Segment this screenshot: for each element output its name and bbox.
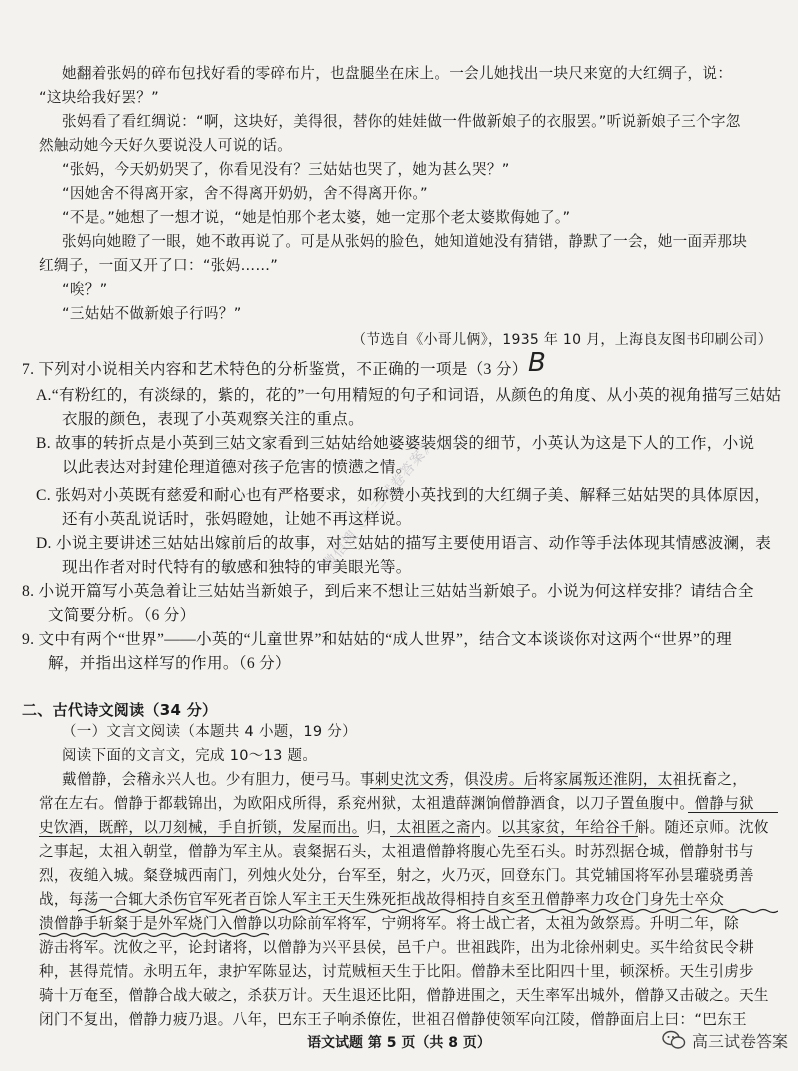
handwritten-answer: B bbox=[528, 348, 546, 378]
passage-line: “三姑姑不做新娘子行吗？” bbox=[62, 305, 242, 322]
classical-line: 戴僧静，会稽永兴人也。少有胆力，便弓马。事刺史沈文秀，俱没虏。后将家属叛还淮阴，太祖抚畜之， bbox=[62, 771, 748, 788]
section-title: 二、古代诗文阅读（34 分） bbox=[22, 701, 218, 719]
option-b: B. 故事的转折点是小英到三姑文家看到三姑姑给她婆婆装烟袋的细节，小英认为这是下人的工作，小说 bbox=[36, 435, 755, 452]
passage-line: “不是。”她想了一想才说，“她是怕那个老太婆，她一定那个老太婆欺侮她了。” bbox=[62, 209, 571, 226]
passage-line: 张妈看了看红绸说：“啊，这块好，美得很，替你的娃娃做一件做新娘子的衣服罢。”听说新娘子三个字忽 bbox=[62, 113, 741, 130]
wavy-underline bbox=[78, 908, 778, 914]
option-d-cont: 现出作者对时代特有的敏感和独特的审美眼光等。 bbox=[62, 559, 412, 576]
classical-line: 常在左右。僧静于都载锦出，为欧阳戍所得，系兖州狱，太祖遣薛渊饷僧静酒食，以刀子置鱼腹中。僧静与狱 bbox=[39, 795, 754, 812]
classical-line: 烈，夜缒入城。粲登城西南门，列烛火处分，台军至，射之，火乃灭，回登东门。其党辅国将军孙昙瓘骁勇善 bbox=[39, 867, 754, 884]
classical-line: 史饮酒，既醉，以刀刻械，手自折锁，发屋而出。归，太祖匿之斋内。以其家贫，年给谷千斛。随还京师。沈攸 bbox=[39, 819, 769, 836]
classical-line: 游击将军。沈攸之平，论封诸将，以僧静为兴平县侯，邑千户。世祖践阼，出为北徐州刺史。买牛给贫民令耕 bbox=[39, 939, 754, 956]
page-footer: 语文试题 第 5 页（共 8 页） bbox=[307, 1035, 491, 1051]
question-9-cont: 解，并指出这样写的作用。（6 分） bbox=[48, 655, 291, 672]
option-a: A.“有粉红的，有淡绿的，紫的，花的”一句用精短的句子和词语，从颜色的角度、从小英的视角描写三姑姑 bbox=[36, 387, 782, 404]
passage-line: 然触动她今天好久要说没人可说的话。 bbox=[39, 137, 293, 154]
passage-line: “因她舍不得离开家，舍不得离开奶奶，舍不得离开你。” bbox=[62, 185, 428, 202]
brand-badge bbox=[662, 1028, 788, 1052]
underline-mark bbox=[688, 812, 778, 813]
underline-mark bbox=[39, 836, 359, 837]
classical-line: 闭门不复出，僧静力疲乃退。八年，巴东王子响杀僚佐，世祖召僧静使领军向江陵，僧静面启上曰：“巴东王 bbox=[39, 1011, 747, 1028]
source-citation: （节选自《小哥儿俩》，1935 年 10 月，上海良友图书印刷公司） bbox=[352, 332, 772, 348]
subsection-title: （一）文言文阅读（本题共 4 小题，19 分） bbox=[62, 724, 357, 740]
brand-name: 高三试卷答案 bbox=[691, 1031, 788, 1051]
instruction: 阅读下面的文言文，完成 10～13 题。 bbox=[62, 748, 318, 764]
option-c: C. 张妈对小英既有慈爱和耐心也有严格要求，如称赞小英找到的大红绸子美、解释三姑姑哭的具体原因， bbox=[36, 487, 771, 504]
classical-line: 骑十万奄至，僧静合战大破之，杀获万计。天生退还比阳，僧静进围之，天生率军出城外，僧静又击破之。天生 bbox=[39, 987, 769, 1004]
option-b-cont: 以此表达对封建伦理道德对孩子危害的愤懑之情。 bbox=[62, 459, 412, 476]
option-d: D. 小说主要讲述三姑姑出嫁前后的故事，对三姑姑的描写主要使用语言、动作等手法体现其情感波澜，表 bbox=[36, 535, 772, 552]
option-a-cont: 衣服的颜色，表现了小英观察关注的重点。 bbox=[62, 411, 364, 428]
classical-line: 之事起，太祖入朝堂，僧静为军主从。袁粲据石头，太祖遣僧静将腹心先至石头。时苏烈据仓城，僧静射书与 bbox=[39, 843, 754, 860]
underline-mark bbox=[470, 788, 536, 789]
question-7: 7. 下列对小说相关内容和艺术特色的分析鉴赏，不正确的一项是（3 分） bbox=[22, 361, 528, 378]
question-9: 9. 文中有两个“世界”——小英的“儿童世界”和姑姑的“成人世界”，结合文本谈谈你对这两个“世界”的理 bbox=[22, 631, 733, 648]
classical-line: 种，甚得荒情。永明五年，隶护军陈显达，讨荒贼桓天生于比阳。僧静未至比阳四十里，顿深桥。天生引虏步 bbox=[39, 963, 754, 980]
passage-line: 张妈向她瞪了一眼，她不敢再说了。可是从张妈的脸色，她知道她没有猜错，静默了一会，她一面弄那块 bbox=[62, 233, 748, 250]
underline-mark bbox=[498, 836, 638, 837]
classical-line: 战，每荡一合辄大杀伤官军死者百馀人军主王天生殊死拒战故得相持自亥至丑僧静率力攻仓门身先士卒众 bbox=[39, 891, 725, 908]
underline-mark bbox=[390, 836, 480, 837]
passage-line: “唉？” bbox=[62, 281, 108, 298]
passage-line: “这块给我好罢？” bbox=[39, 89, 159, 106]
watermark: 微信搜《高三试卷答案》 bbox=[320, 435, 439, 573]
passage-line: 她翻着张妈的碎布包找好看的零碎布片，也盘腿坐在床上。一会儿她找出一块尺来宽的大红绸子，说： bbox=[62, 65, 733, 82]
option-c-cont: 还有小英乱说话时，张妈瞪她，让她不再这样说。 bbox=[62, 511, 412, 528]
underline-mark bbox=[370, 788, 446, 789]
classical-line: 溃僧静手斩粲于是外军烧门入僧静以功除前军将军，宁朔将军。将士战亡者，太祖为敛祭焉。升明二年，除 bbox=[39, 915, 740, 932]
passage-line: “张妈，今天奶奶哭了，你看见没有？三姑姑也哭了，她为甚么哭？” bbox=[62, 161, 510, 178]
wavy-underline bbox=[39, 932, 269, 938]
question-8-cont: 文简要分析。（6 分） bbox=[48, 607, 196, 624]
question-8: 8. 小说开篇写小英急着让三姑姑当新娘子，到后来不想让三姑姑当新娘子。小说为何这样安排？请结合全 bbox=[22, 583, 754, 600]
underline-mark bbox=[554, 788, 679, 789]
wechat-icon bbox=[662, 1028, 686, 1052]
passage-line: 红绸子，一面又开了口：“张妈……” bbox=[39, 257, 279, 274]
